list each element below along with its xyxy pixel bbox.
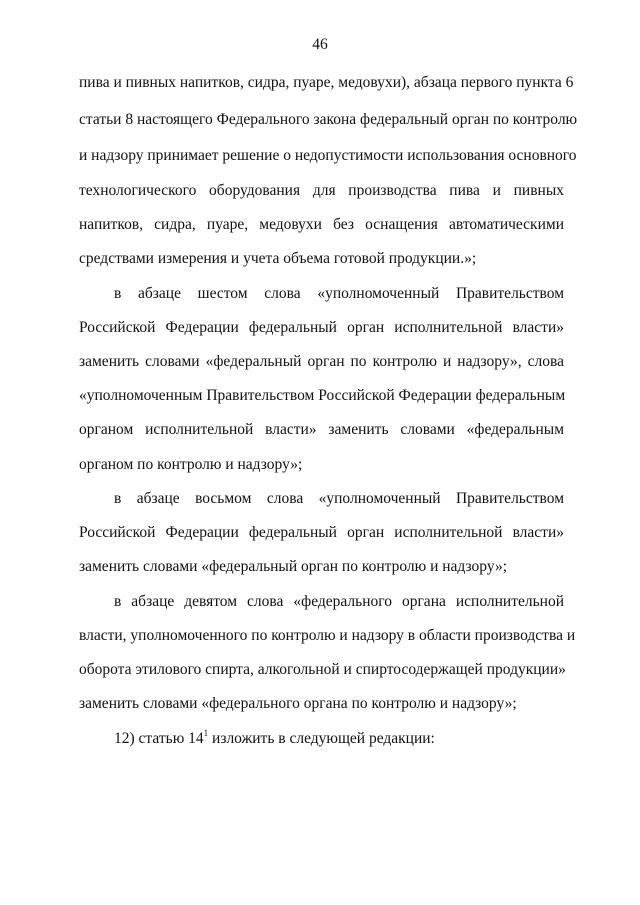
text-line: органом исполнительной власти» заменить словами «федеральным — [79, 421, 564, 438]
text-line: в абзаце восьмом слова «уполномоченный Правительством — [114, 490, 564, 507]
article-superscript: 1 — [203, 727, 209, 738]
text-line: напитков, сидра, пуаре, медовухи без оснащения автоматическими — [79, 216, 564, 233]
text-line: заменить словами «федеральный орган по контролю и надзору», слова — [79, 353, 564, 370]
text-line — [114, 729, 564, 749]
text-line: «уполномоченным Правительством Российской Федерации федеральным — [79, 387, 566, 404]
text-line: и надзору принимает решение о недопустимости использования основного — [79, 147, 577, 164]
text-line: в абзаце шестом слова «уполномоченный Правительством — [114, 285, 564, 302]
text-line: технологического оборудования для производства пива и пивных — [79, 182, 564, 199]
text-line: Российской Федерации федеральный орган исполнительной власти» — [79, 319, 564, 336]
text-line: органом по контролю и надзору»; — [79, 456, 303, 473]
item-suffix: изложить в следующей редакции: — [208, 730, 435, 747]
text-line: оборота этилового спирта, алкогольной и спиртосодержащей продукции» — [79, 661, 566, 678]
text-line: пива и пивных напитков, сидра, пуаре, медовухи), абзаца первого пункта 6 — [79, 74, 574, 91]
page-number: 46 — [312, 36, 328, 53]
text-line: статьи 8 настоящего Федерального закона федеральный орган по контролю — [79, 111, 578, 128]
text-line: заменить словами «федерального органа по контролю и надзору»; — [79, 695, 517, 712]
text-line: Российской Федерации федеральный орган исполнительной власти» — [79, 524, 564, 541]
text-line: в абзаце девятом слова «федерального органа исполнительной — [114, 593, 564, 610]
text-line: заменить словами «федеральный орган по контролю и надзору»; — [79, 558, 508, 575]
text-line: власти, уполномоченного по контролю и надзору в области производства и — [79, 627, 576, 644]
item-prefix: 12) статью 14 — [114, 730, 204, 747]
text-line: средствами измерения и учета объема готовой продукции.»; — [79, 250, 477, 267]
